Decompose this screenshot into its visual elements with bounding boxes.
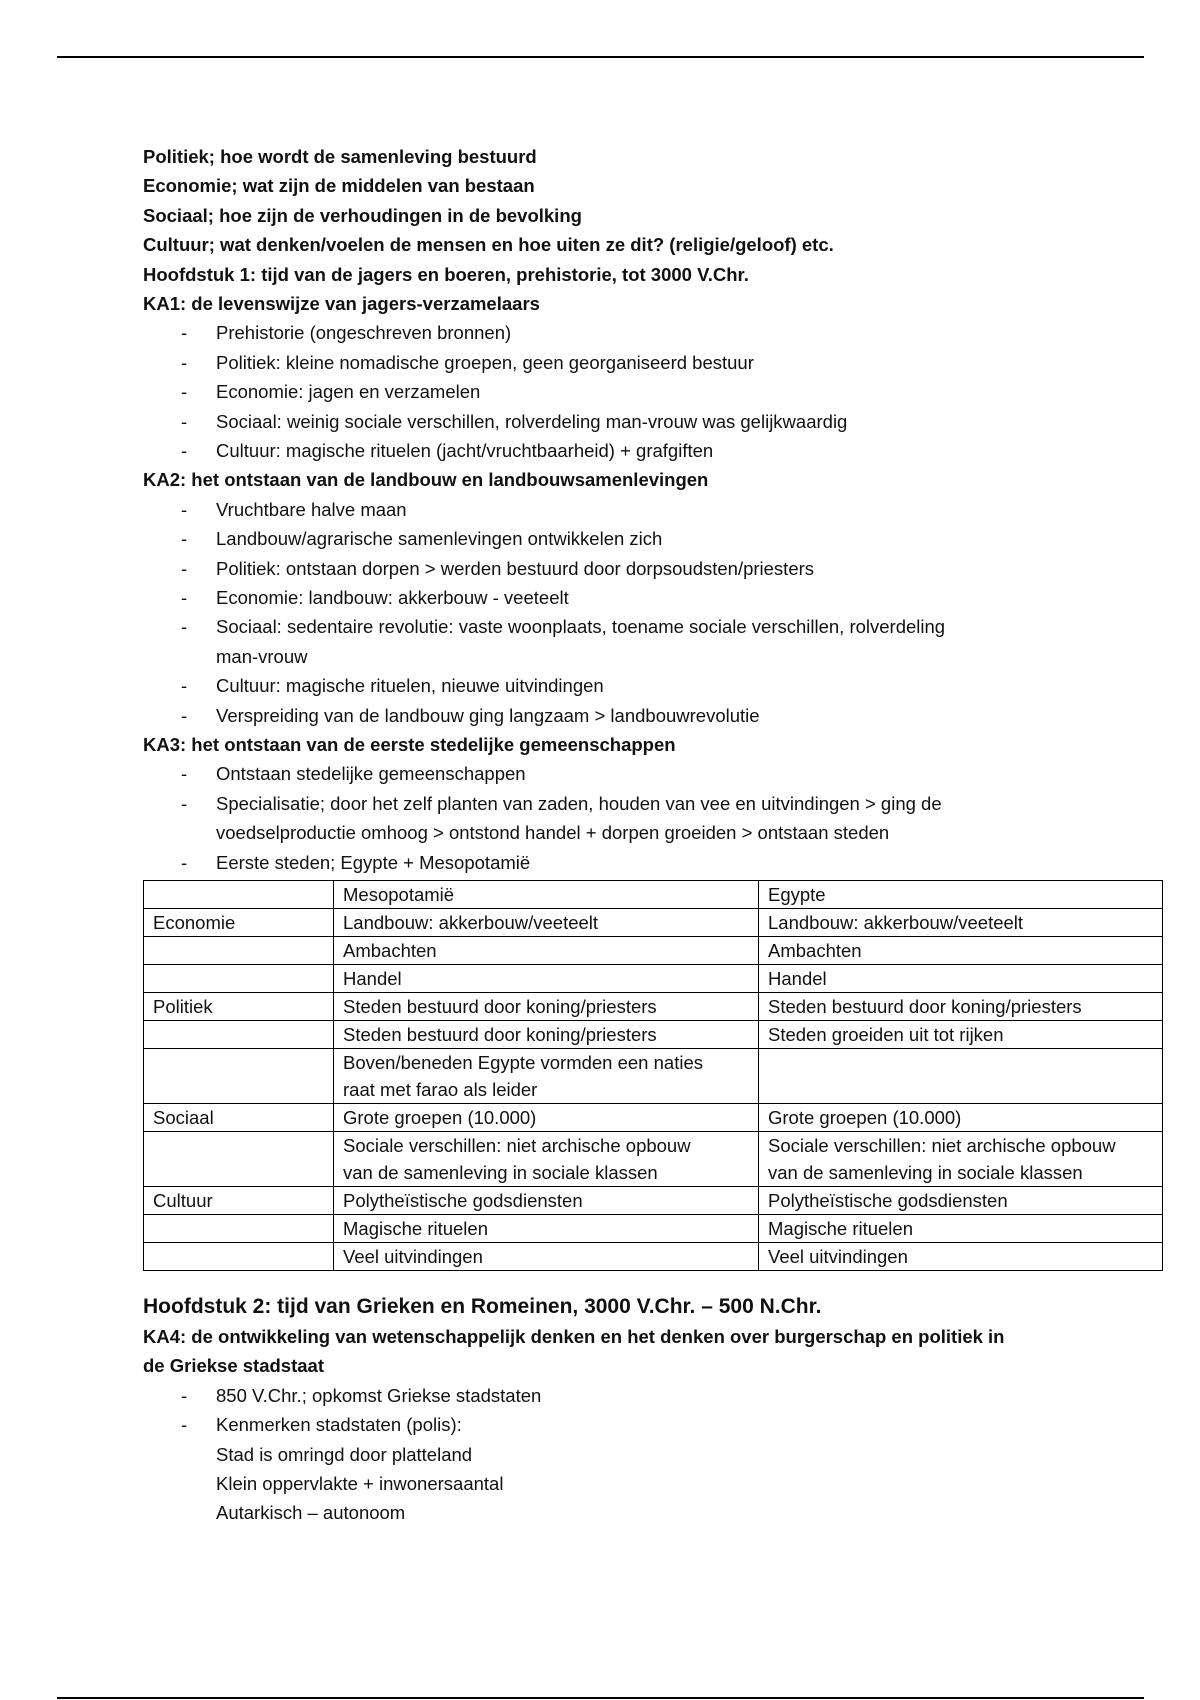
table-row — [144, 1187, 1163, 1215]
header-rule — [57, 56, 1144, 58]
table-row — [144, 1104, 1163, 1132]
table-row — [144, 937, 1163, 965]
ka4-title: KA4: de ontwikkeling van wetenschappelijk denken en het denken over burgerschap en politiek in de Griekse stadstaat — [143, 1326, 1005, 1377]
bullet-dash: - — [181, 704, 188, 726]
bullet-dash: - — [181, 498, 188, 520]
table-category-cell — [144, 881, 334, 909]
list-item — [143, 789, 1163, 848]
table-category-cell: Politiek — [144, 993, 334, 1021]
list-continuation: Klein oppervlakte + inwonersaantal — [216, 1473, 504, 1495]
bullet-dash: - — [181, 792, 188, 814]
list-item-text: Politiek: ontstaan dorpen > werden bestuurd door dorpsoudsten/priesters — [216, 557, 815, 579]
bullet-dash: - — [181, 851, 188, 873]
table-cell: Sociale verschillen: niet archische opbouw van de samenleving in sociale klassen — [334, 1132, 759, 1187]
list-item — [143, 612, 1163, 671]
intro-line: Economie; wat zijn de middelen van bestaan — [143, 175, 535, 197]
table-category-cell — [144, 965, 334, 993]
table-cell: Magische rituelen — [334, 1215, 759, 1243]
ka4-list — [143, 1381, 1163, 1528]
table-cell: Landbouw: akkerbouw/veeteelt — [334, 909, 759, 937]
ka1-list — [143, 318, 1163, 465]
footer-rule — [57, 1697, 1144, 1699]
list-item-text: Prehistorie (ongeschreven bronnen) — [216, 322, 512, 344]
bullet-dash: - — [181, 528, 188, 550]
table-category-cell — [144, 1132, 334, 1187]
table-cell: Ambachten — [759, 937, 1163, 965]
ka2-list — [143, 495, 1163, 730]
bullet-dash: - — [181, 1414, 188, 1436]
list-item-text: Economie: jagen en verzamelen — [216, 381, 481, 403]
list-item-text: Sociaal: sedentaire revolutie: vaste woonplaats, toename sociale verschillen, rolverdeling man-vrouw — [216, 616, 946, 667]
comparison-table — [143, 880, 1163, 1271]
table-row — [144, 1132, 1163, 1187]
bullet-dash: - — [181, 586, 188, 608]
table-header-row — [144, 881, 1163, 909]
chapter-1-title: Hoofdstuk 1: tijd van de jagers en boeren, prehistorie, tot 3000 V.Chr. — [143, 263, 749, 285]
table-category-cell — [144, 1215, 334, 1243]
list-item-text: Eerste steden; Egypte + Mesopotamië — [216, 851, 531, 873]
table-row — [144, 965, 1163, 993]
bullet-dash: - — [181, 351, 188, 373]
table-cell: Mesopotamië — [334, 881, 759, 909]
table-row — [144, 993, 1163, 1021]
list-item — [143, 318, 1163, 347]
intro-line: Politiek; hoe wordt de samenleving bestuurd — [143, 146, 537, 167]
intro-line: Cultuur; wat denken/voelen de mensen en hoe uiten ze dit? (religie/geloof) etc. — [143, 234, 834, 256]
bullet-dash: - — [181, 439, 188, 461]
list-item-text: Landbouw/agrarische samenlevingen ontwikkelen zich — [216, 528, 663, 550]
table-cell — [759, 1049, 1163, 1104]
bullet-dash: - — [181, 1384, 188, 1406]
list-item — [143, 436, 1163, 465]
chapter-2-title: Hoofdstuk 2: tijd van Grieken en Romeinen, 3000 V.Chr. – 500 N.Chr. — [143, 1295, 822, 1319]
list-item — [143, 583, 1163, 612]
intro-line: Sociaal; hoe zijn de verhoudingen in de bevolking — [143, 204, 582, 226]
list-item — [143, 524, 1163, 553]
intro-block — [143, 142, 1163, 260]
comparison-table-body — [144, 881, 1163, 1271]
table-cell: Boven/beneden Egypte vormden een naties raat met farao als leider — [334, 1049, 759, 1104]
table-cell: Handel — [334, 965, 759, 993]
table-cell: Magische rituelen — [759, 1215, 1163, 1243]
table-cell: Veel uitvindingen — [334, 1243, 759, 1271]
list-item — [143, 848, 1163, 877]
table-cell: Egypte — [759, 881, 1163, 909]
table-row — [144, 1021, 1163, 1049]
table-row — [144, 1049, 1163, 1104]
list-item-text: Cultuur: magische rituelen, nieuwe uitvindingen — [216, 675, 604, 697]
list-item — [143, 1410, 1163, 1439]
ka3-list — [143, 759, 1163, 877]
list-item — [143, 671, 1163, 700]
list-item-text: Politiek: kleine nomadische groepen, geen georganiseerd bestuur — [216, 351, 754, 373]
table-cell: Steden bestuurd door koning/priesters — [759, 993, 1163, 1021]
ka2-title: KA2: het ontstaan van de landbouw en landbouwsamenlevingen — [143, 469, 709, 491]
list-item-text: Specialisatie; door het zelf planten van zaden, houden van vee en uitvindingen > ging de voedselproductie omhoog > ontstond handel + dorpen groeiden > ontstaan steden — [216, 792, 942, 844]
bullet-dash: - — [181, 322, 188, 344]
table-cell: Handel — [759, 965, 1163, 993]
table-cell: Polytheïstische godsdiensten — [334, 1187, 759, 1215]
table-category-cell: Sociaal — [144, 1104, 334, 1132]
table-cell: Polytheïstische godsdiensten — [759, 1187, 1163, 1215]
table-row — [144, 1243, 1163, 1271]
list-continuation: Stad is omringd door platteland — [216, 1443, 473, 1465]
list-item-text: Ontstaan stedelijke gemeenschappen — [216, 763, 526, 785]
document-body — [143, 142, 1163, 1528]
list-item — [143, 701, 1163, 730]
bullet-dash: - — [181, 410, 188, 432]
list-item — [143, 1381, 1163, 1410]
table-category-cell — [144, 937, 334, 965]
list-item — [143, 759, 1163, 788]
bullet-dash: - — [181, 616, 188, 638]
table-row — [144, 909, 1163, 937]
table-category-cell — [144, 1021, 334, 1049]
list-item — [143, 348, 1163, 377]
table-row — [144, 1215, 1163, 1243]
bullet-dash: - — [181, 381, 188, 403]
table-category-cell: Economie — [144, 909, 334, 937]
table-category-cell — [144, 1243, 334, 1271]
table-cell: Landbouw: akkerbouw/veeteelt — [759, 909, 1163, 937]
table-cell: Sociale verschillen: niet archische opbouw van de samenleving in sociale klassen — [759, 1132, 1163, 1187]
list-item — [143, 407, 1163, 436]
table-cell: Steden bestuurd door koning/priesters — [334, 993, 759, 1021]
bullet-dash: - — [181, 763, 188, 785]
list-item-text: Sociaal: weinig sociale verschillen, rolverdeling man-vrouw was gelijkwaardig — [216, 410, 848, 432]
list-item — [143, 377, 1163, 406]
bullet-dash: - — [181, 557, 188, 579]
list-item-text: Verspreiding van de landbouw ging langzaam > landbouwrevolutie — [216, 704, 760, 726]
table-category-cell: Cultuur — [144, 1187, 334, 1215]
ka1-title: KA1: de levenswijze van jagers-verzamelaars — [143, 292, 540, 314]
list-item-text: Kenmerken stadstaten (polis): — [216, 1414, 462, 1436]
table-cell: Steden bestuurd door koning/priesters — [334, 1021, 759, 1049]
list-item-text: 850 V.Chr.; opkomst Griekse stadstaten — [216, 1384, 542, 1406]
table-cell: Grote groepen (10.000) — [334, 1104, 759, 1132]
table-cell: Grote groepen (10.000) — [759, 1104, 1163, 1132]
table-category-cell — [144, 1049, 334, 1104]
ka3-title: KA3: het ontstaan van de eerste stedelijke gemeenschappen — [143, 734, 676, 756]
table-cell: Steden groeiden uit tot rijken — [759, 1021, 1163, 1049]
list-item-text: Vruchtbare halve maan — [216, 498, 407, 520]
list-item-text: Cultuur: magische rituelen (jacht/vruchtbaarheid) + grafgiften — [216, 439, 714, 461]
table-cell: Ambachten — [334, 937, 759, 965]
list-item — [143, 495, 1163, 524]
table-cell: Veel uitvindingen — [759, 1243, 1163, 1271]
list-continuation: Autarkisch – autonoom — [216, 1502, 406, 1524]
bullet-dash: - — [181, 675, 188, 697]
list-item-text: Economie: landbouw: akkerbouw - veeteelt — [216, 586, 569, 608]
list-item — [143, 554, 1163, 583]
